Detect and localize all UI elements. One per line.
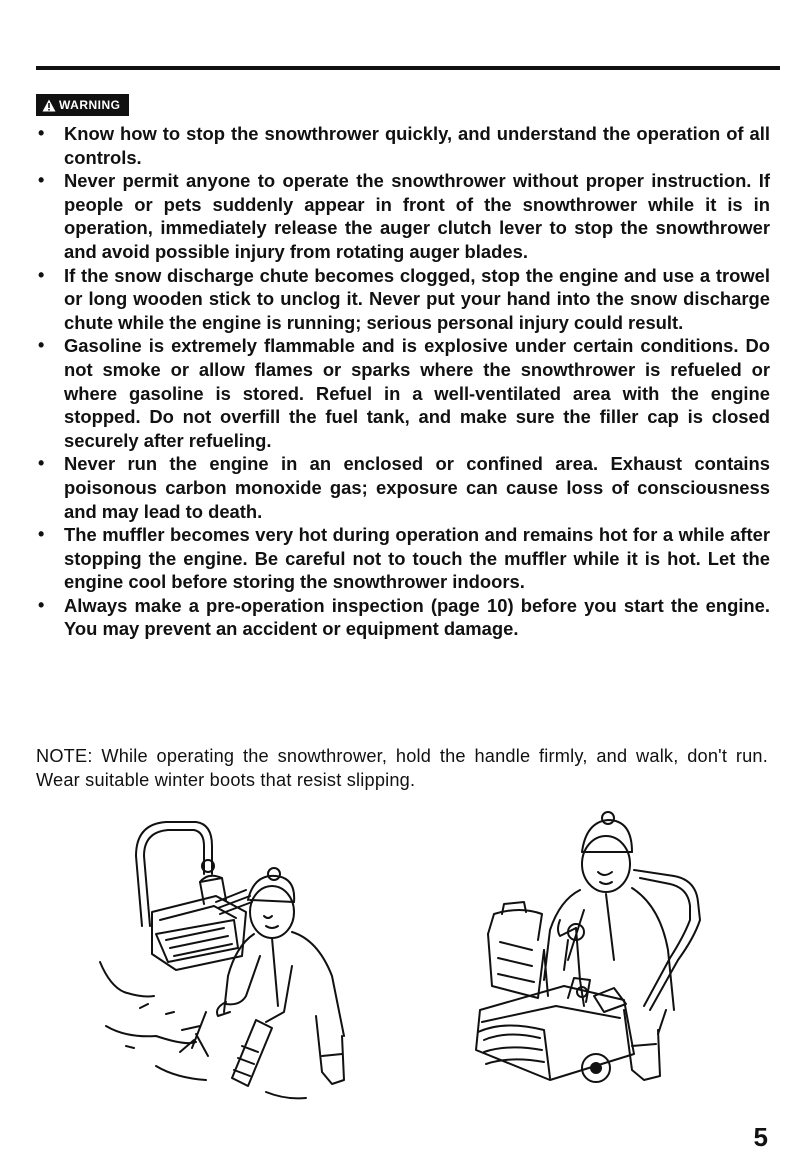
warning-item <box>34 169 770 263</box>
warning-item <box>34 264 770 335</box>
warning-text: Always make a pre-operation inspection (page 10) before you start the engine. You may prevent an accident or equipment damage. <box>64 594 770 640</box>
warning-item <box>34 334 770 452</box>
warning-text: Never permit anyone to operate the snowthrower without proper instruction. If people or pets suddenly appear in front of the snowthrower while it is in operation, immediately release the auger clutch lever to stop the snowthrower and avoid possible injury from rotating auger blades. <box>64 170 770 262</box>
note-paragraph: NOTE: While operating the snowthrower, hold the handle firmly, and walk, don't run. Wear suitable winter boots that resist slipping. <box>36 746 768 790</box>
warning-text: Know how to stop the snowthrower quickly, and understand the operation of all controls. <box>64 123 770 168</box>
warning-triangle-icon <box>42 99 56 112</box>
warning-item <box>34 523 770 594</box>
warning-text: Gasoline is extremely flammable and is explosive under certain conditions. Do not smoke or allow flames or sparks where the snowthrower is refueled or where gasoline is stored. Refuel in a well-ventilated area with the engine stopped. Do not overfill the fuel tank, and make sure the filler cap is closed securely after refueling. <box>64 335 770 451</box>
bullet-icon: • <box>38 264 45 285</box>
warning-text: The muffler becomes very hot during operation and remains hot for a while after stopping the engine. Be careful not to touch the muffler while it is hot. Let the engine cool before storing the snowthrower indoors. <box>64 524 770 593</box>
bullet-icon: • <box>38 123 45 143</box>
illustration-unclog-chute <box>96 816 366 1106</box>
illustration-operating-snowthrower <box>464 810 720 1100</box>
warnings-list <box>34 122 770 641</box>
warning-label-text: WARNING <box>59 98 121 112</box>
warning-text: Never run the engine in an enclosed or confined area. Exhaust contains poisonous carbon monoxide gas; exposure can cause loss of consciousness and may lead to death. <box>64 453 770 522</box>
page-number: 5 <box>753 1122 768 1152</box>
operating-snowthrower-illustration <box>464 810 720 1100</box>
bullet-icon: • <box>38 594 45 615</box>
bullet-icon: • <box>38 453 45 474</box>
bullet-icon: • <box>38 170 45 191</box>
bullet-icon: • <box>38 524 45 545</box>
warning-item <box>34 594 770 641</box>
warning-label <box>36 94 129 116</box>
bullet-icon: • <box>38 335 45 356</box>
warning-item <box>34 122 770 169</box>
warning-text: If the snow discharge chute becomes clogged, stop the engine and use a trowel or long wooden stick to unclog it. Never put your hand into the snow discharge chute while the engine is running; serious personal injury could result. <box>64 264 770 333</box>
unclog-chute-illustration <box>96 816 366 1106</box>
warning-item <box>34 452 770 523</box>
top-rule <box>36 66 780 70</box>
